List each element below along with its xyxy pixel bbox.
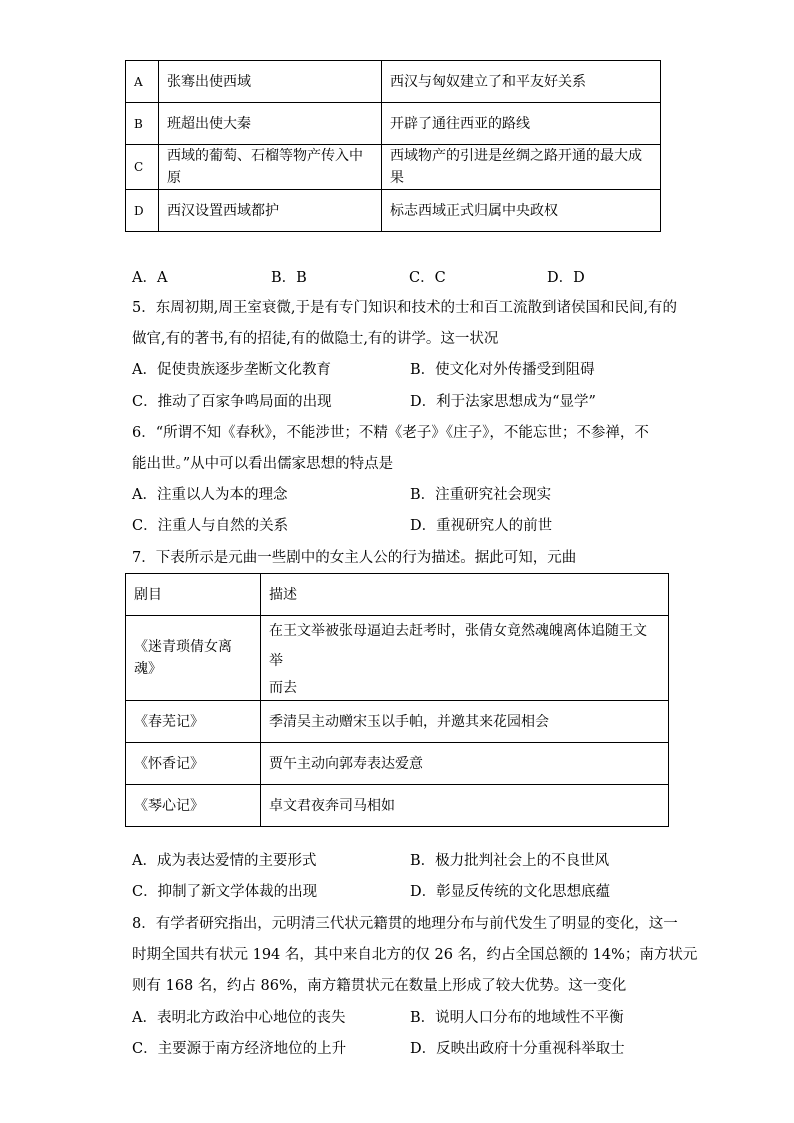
- q7-table: [125, 573, 669, 827]
- q8-stem-line: 则有 168 名，约占 86%，南方籍贯状元在数量上形成了较大优势。这一变化: [132, 978, 627, 994]
- table-row: [126, 145, 661, 190]
- cell-play: 《怀香记》: [126, 743, 261, 785]
- q6-stem-line: 能出世。”从中可以看出儒家思想的特点是: [132, 456, 394, 472]
- cell-desc: 季清吴主动赠宋玉以手帕，并邀其来花园相会: [261, 701, 669, 743]
- table-row: [126, 701, 669, 743]
- header-desc: 描述: [261, 574, 669, 616]
- table-row: [126, 103, 661, 145]
- q5-option-d[interactable]: D．利于法家思想成为“显学”: [410, 394, 596, 410]
- q6-stem-line: 6．“所谓不知《春秋》，不能涉世；不精《老子》《庄子》，不能忘世；不参禅，不: [132, 425, 649, 441]
- q7-stem-line: 7．下表所示是元曲一些剧中的女主人公的行为描述。据此可知，元曲: [132, 550, 577, 566]
- q5-option-c[interactable]: C．推动了百家争鸣局面的出现: [132, 394, 332, 410]
- row-letter: C: [126, 145, 159, 190]
- header-play: 剧目: [126, 574, 261, 616]
- row-event: 班超出使大秦: [159, 103, 382, 145]
- q8-option-a[interactable]: A．表明北方政治中心地位的丧失: [132, 1010, 346, 1026]
- q8-option-c[interactable]: C．主要源于南方经济地位的上升: [132, 1041, 347, 1057]
- table-row: [126, 743, 669, 785]
- table-header-row: [126, 574, 669, 616]
- row-event: 西域的葡萄、石榴等物产传入中原: [159, 145, 382, 190]
- row-result: 标志西域正式归属中央政权: [382, 190, 661, 232]
- q5-option-b[interactable]: B．使文化对外传播受到阻碍: [410, 362, 595, 378]
- row-result: 西域物产的引进是丝绸之路开通的最大成果: [382, 145, 661, 190]
- q5-stem-line: 5．东周初期,周王室衰微,于是有专门知识和技术的士和百工流散到诸侯国和民间,有的: [132, 300, 678, 316]
- row-result: 开辟了通往西亚的路线: [382, 103, 661, 145]
- table-row: [126, 61, 661, 103]
- q4-option-a[interactable]: A．A: [132, 270, 168, 286]
- table-row: [126, 616, 669, 701]
- q5-option-a[interactable]: A．促使贵族逐步垄断文化教育: [132, 362, 331, 378]
- row-event: 西汉设置西域都护: [159, 190, 382, 232]
- q4-option-b[interactable]: B．B: [271, 270, 307, 286]
- cell-play: 《迷青琐倩女离魂》: [126, 616, 261, 701]
- q8-option-b[interactable]: B．说明人口分布的地域性不平衡: [410, 1010, 624, 1026]
- cell-desc-line: 而去: [269, 680, 297, 696]
- q4-option-c[interactable]: C．C: [409, 270, 446, 286]
- cell-desc-line: 在王文举被张母逼迫去赶考时，张倩女竟然魂魄离体追随王文举: [269, 623, 647, 669]
- row-letter: A: [126, 61, 159, 103]
- q7-option-b[interactable]: B．极力批判社会上的不良世风: [410, 853, 610, 869]
- q6-option-b[interactable]: B．注重研究社会现实: [410, 487, 552, 503]
- q7-option-c[interactable]: C．抑制了新文学体裁的出现: [132, 884, 318, 900]
- cell-desc: 贾午主动向郭寿表达爱意: [261, 743, 669, 785]
- row-letter: D: [126, 190, 159, 232]
- cell-play: 《琴心记》: [126, 785, 261, 827]
- row-letter: B: [126, 103, 159, 145]
- table-row: [126, 190, 661, 232]
- q4-option-d[interactable]: D．D: [547, 270, 585, 286]
- q7-option-d[interactable]: D．彰显反传统的文化思想底蕴: [410, 884, 611, 900]
- q6-option-c[interactable]: C．注重人与自然的关系: [132, 518, 289, 534]
- q6-option-a[interactable]: A．注重以人为本的理念: [132, 487, 288, 503]
- q4-table: [125, 60, 661, 232]
- q6-option-d[interactable]: D．重视研究人的前世: [410, 518, 553, 534]
- row-event: 张骞出使西域: [159, 61, 382, 103]
- cell-play: 《春芜记》: [126, 701, 261, 743]
- q7-option-a[interactable]: A．成为表达爱情的主要形式: [132, 853, 317, 869]
- table-row: [126, 785, 669, 827]
- q8-option-d[interactable]: D．反映出政府十分重视科举取士: [410, 1041, 625, 1057]
- q5-stem-line: 做官,有的著书,有的招徒,有的做隐士,有的讲学。这一状况: [132, 331, 499, 347]
- cell-desc: [261, 616, 669, 701]
- cell-desc: 卓文君夜奔司马相如: [261, 785, 669, 827]
- q8-stem-line: 时期全国共有状元 194 名，其中来自北方的仅 26 名，约占全国总额的 14%；南方状元: [132, 947, 698, 963]
- q8-stem-line: 8．有学者研究指出，元明清三代状元籍贯的地理分布与前代发生了明显的变化，这一: [132, 916, 678, 932]
- row-result: 西汉与匈奴建立了和平友好关系: [382, 61, 661, 103]
